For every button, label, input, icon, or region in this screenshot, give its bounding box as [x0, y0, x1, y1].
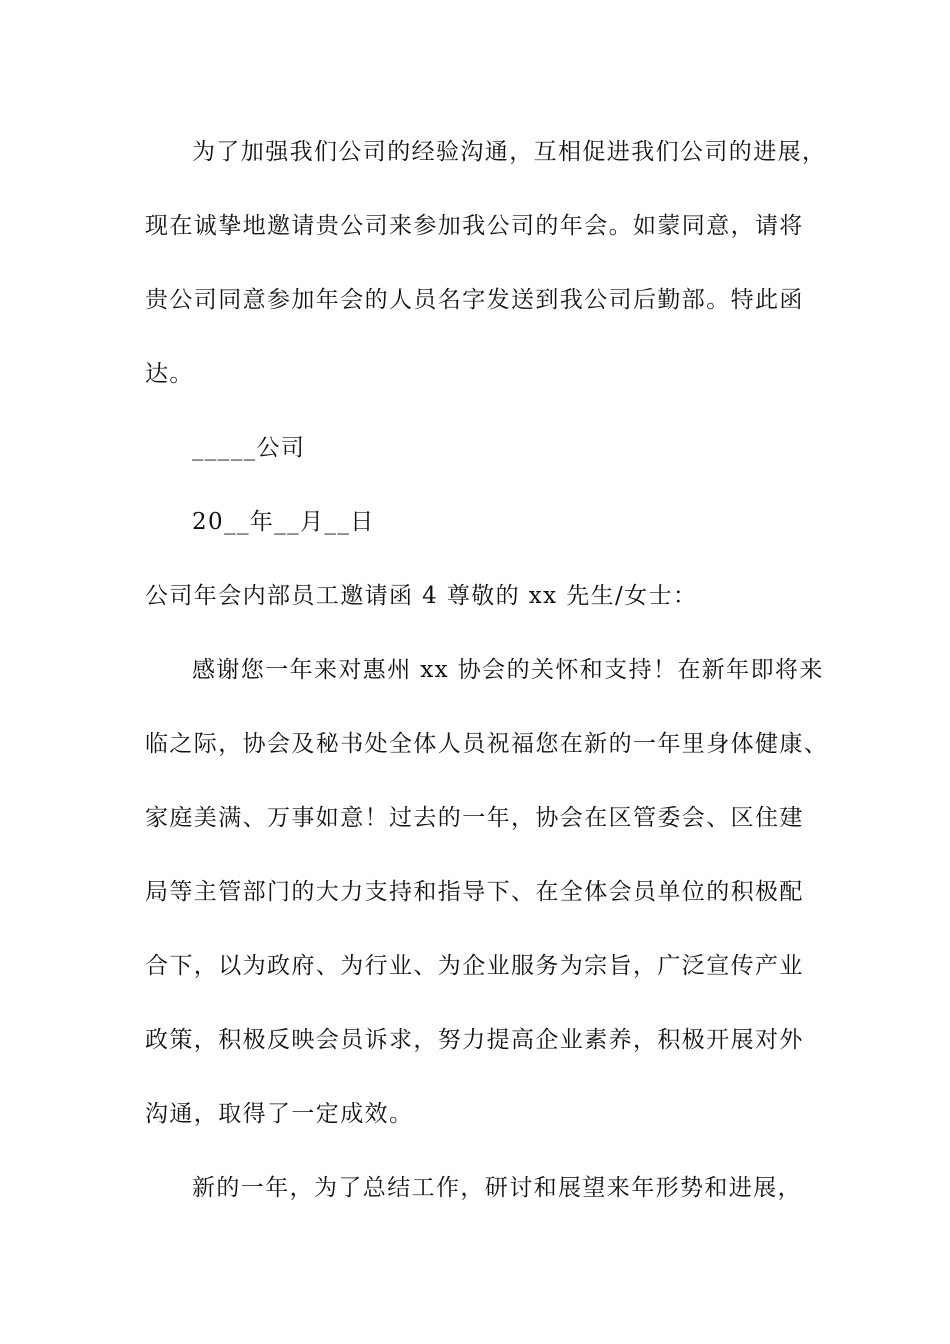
paragraph-line-11: 沟通，取得了一定成效。	[145, 1101, 414, 1127]
paragraph-line-8: 局等主管部门的大力支持和指导下、在全体会员单位的积极配	[145, 879, 804, 905]
paragraph-line-7: 家庭美满、万事如意！过去的一年，协会在区管委会、区住建	[145, 805, 804, 831]
paragraph-line-6: 临之际，协会及秘书处全体人员祝福您在新的一年里身体健康、	[145, 731, 829, 757]
section-heading-salutation: 公司年会内部员工邀请函 4 尊敬的 xx 先生/女士：	[145, 583, 698, 609]
paragraph-line-3: 贵公司同意参加年会的人员名字发送到我公司后勤部。特此函	[145, 287, 804, 313]
signature-date: 20__年__月__日	[192, 509, 375, 535]
signature-company: _____公司	[192, 435, 306, 461]
paragraph-line-1: 为了加强我们公司的经验沟通，互相促进我们公司的进展，	[192, 139, 827, 165]
paragraph-line-9: 合下，以为政府、为行业、为企业服务为宗旨，广泛宣传产业	[145, 953, 804, 979]
paragraph-line-10: 政策，积极反映会员诉求，努力提高企业素养，积极开展对外	[145, 1027, 804, 1053]
paragraph-line-4: 达。	[145, 361, 194, 387]
paragraph-line-5: 感谢您一年来对惠州 xx 协会的关怀和支持！在新年即将来	[192, 657, 824, 683]
paragraph-line-12: 新的一年，为了总结工作，研讨和展望来年形势和进展，	[192, 1175, 802, 1201]
paragraph-line-2: 现在诚挚地邀请贵公司来参加我公司的年会。如蒙同意，请将	[145, 213, 804, 239]
